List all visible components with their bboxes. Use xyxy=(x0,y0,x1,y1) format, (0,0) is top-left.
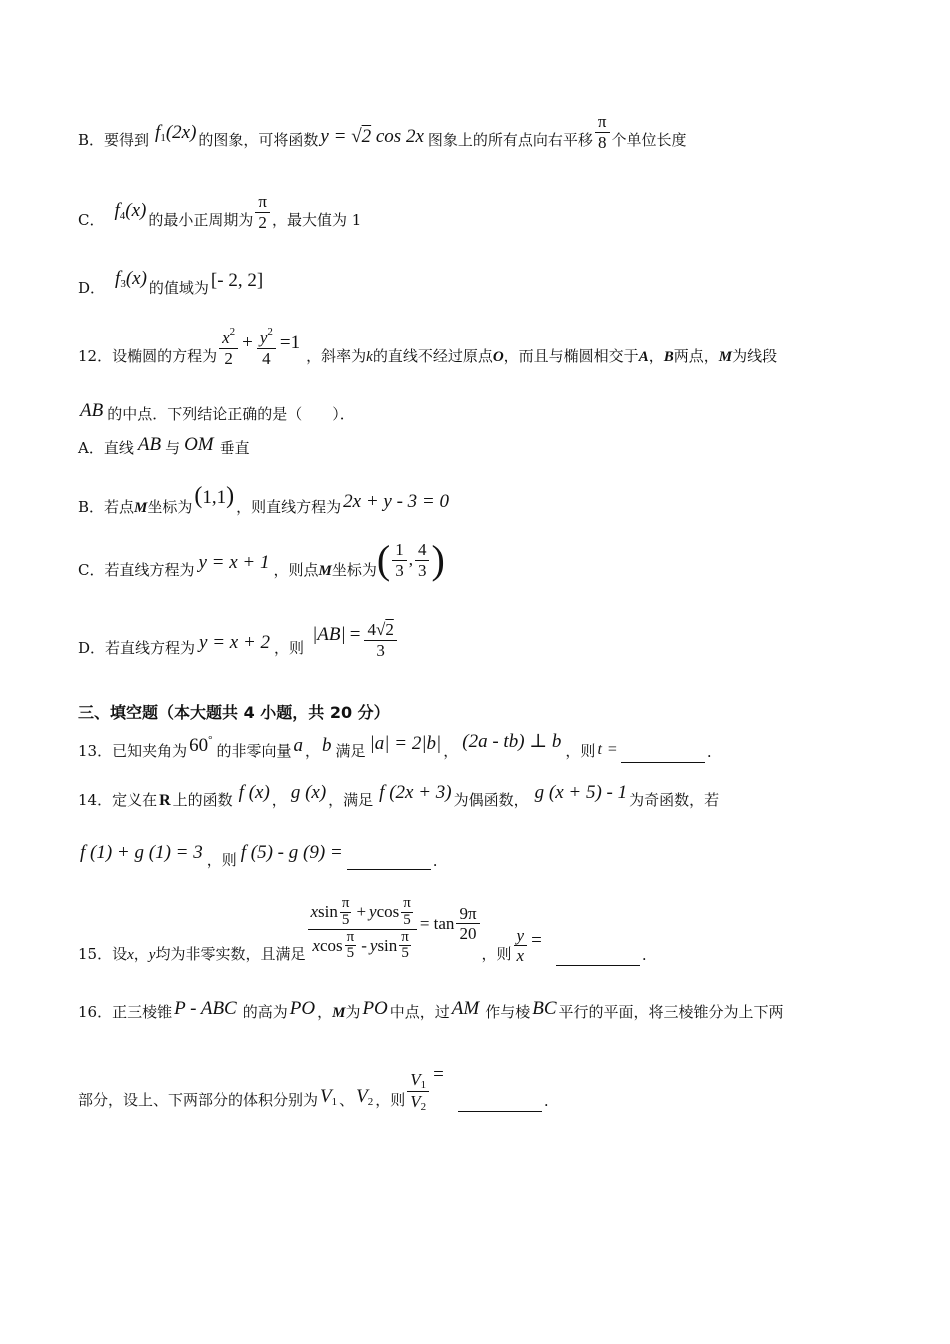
answer-blank-13[interactable] xyxy=(621,748,705,763)
f1-func: $f_1(2x)$ xyxy=(155,122,197,145)
trig-fraction: x sin π 5 + y cos π 5 x cos π 5 - y sin π 5 xyxy=(308,896,416,962)
question-16-line2: 部分，设上、下两部分的体积分别为 $V_1$ 、 $V_2$ ，则 $\frac{V_1}{V_2}$ = . xyxy=(78,1064,549,1114)
question-12: 12．设椭圆的方程为 $\frac{x^2}{2}$ + $\frac{y^2}{4}$ =1 ，斜率为 k 的直线不经过原点 O ，而且与椭圆相交于 A ， B 两点， M 为线段 xyxy=(78,326,778,368)
question-13: 13．已知夹角为 60° 的非零向量 a ， b 满足 |a| = 2|b| ， (2a - tb) ⊥ b ，则 t = . xyxy=(78,731,712,761)
ab-length: |AB| xyxy=(312,624,346,646)
question-12-option-b: B．若点 M 坐标为 (1,1) ，则直线方程为 2x + y - 3 = 0 xyxy=(78,483,449,516)
option-c: C． $f_4(x)$ 的最小正周期为 $\frac{\pi}{2}$ ，最大值为 1 xyxy=(78,192,362,232)
option-b-label: B．要得到 xyxy=(78,131,150,150)
option-b: B．要得到 $f_1(2x)$ 的图象，可将函数 y = √2 cos 2x 图象上的所有点向右平移 $\frac{\pi}{8}$ 个单位长度 xyxy=(78,112,687,152)
four-root2-over-3: $\frac{4√2}{3}$ xyxy=(364,620,396,660)
answer-blank-16[interactable] xyxy=(458,1097,542,1112)
tan-expr: = tan $\frac{9\pi}{20}$ xyxy=(420,904,482,944)
question-15: 15．设 x ， y 均为非零实数，且满足 x sin π 5 + y cos π 5 x cos π 5 - y sin π 5 = tan $\frac{9\pi}{20}$ ，则 $\frac{y}{x}$ = . xyxy=(78,895,647,966)
pi-over-8: $\frac{\pi}{8}$ xyxy=(595,112,610,152)
point-fraction-coord: ( $\frac{1}{3}$ , $\frac{4}{3}$ ) xyxy=(376,537,445,583)
question-16: 16．正三棱锥 P - ABC 的高为 PO ， M 为 PO 中点，过 AM 作与棱 BC 平行的平面，将三棱锥分为上下两 xyxy=(78,998,784,1021)
question-12-option-d: D．若直线方程为 y = x + 2 ，则 |AB| = $\frac{4√2}{3}$ xyxy=(78,620,399,660)
question-14: 14．定义在 R 上的函数 f (x) ， g (x) ，满足 f (2x + 3) 为偶函数， g (x + 5) - 1 为奇函数，若 xyxy=(78,782,720,809)
pi-over-2: $\frac{\pi}{2}$ xyxy=(255,192,270,232)
answer-blank-15[interactable] xyxy=(556,951,640,966)
y-over-x: $\frac{y}{x}$ xyxy=(514,926,528,966)
x2-over-2: $\frac{x^2}{2}$ xyxy=(219,326,238,368)
f4-func: $f_4(x)$ xyxy=(114,200,147,223)
f3-func: $f_3(x)$ xyxy=(115,268,147,290)
question-12-option-a: A．直线 AB 与 OM 垂直 xyxy=(78,434,250,457)
answer-blank-14[interactable] xyxy=(347,855,431,870)
question-14-line2: f (1) + g (1) = 3 ，则 f (5) - g (9) = . xyxy=(80,842,438,870)
v1-over-v2: $\frac{V_1}{V_2}$ xyxy=(407,1070,429,1114)
range-interval: [- 2, 2] xyxy=(210,270,264,291)
option-d: D． $f_3(x)$ 的值域为 [- 2, 2] xyxy=(78,268,264,297)
y2-over-4: $\frac{y^2}{4}$ xyxy=(257,326,276,368)
question-12-option-c: C．若直线方程为 y = x + 1 ，则点 M 坐标为 ( $\frac{1}{3}$ , $\frac{4}{3}$ ) xyxy=(78,537,445,583)
function-expr: y = √2 cos 2x xyxy=(320,126,424,148)
section-3-title: 三、填空题（本大题共 4 小题，共 20 分） xyxy=(78,703,390,722)
question-12-line2: AB 的中点．下列结论正确的是（ ）． xyxy=(80,400,355,423)
point-coord: (1,1) xyxy=(194,483,235,509)
